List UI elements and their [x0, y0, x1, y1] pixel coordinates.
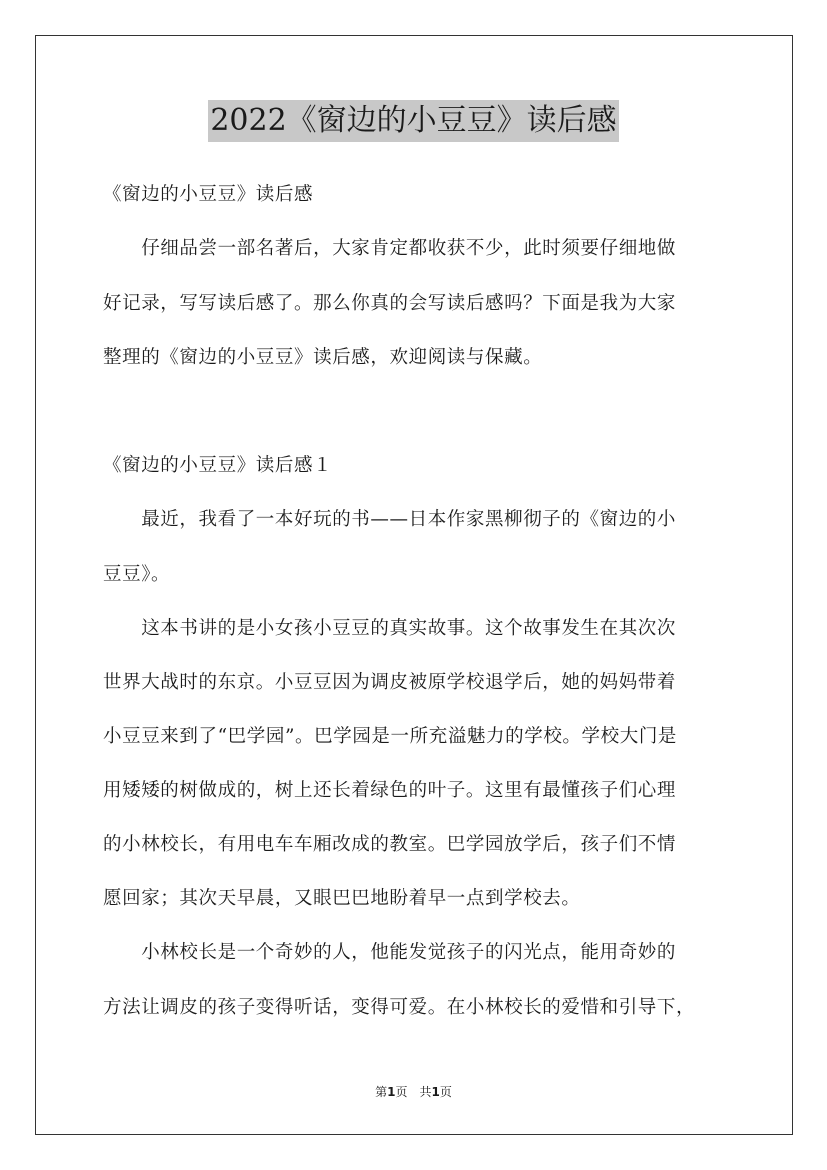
- paragraph-3-line-2: 方法让调皮的孩子变得听话，变得可爱。在小林校长的爱惜和引导下，: [103, 997, 696, 1018]
- paragraph-1-line-1: 最近，我看了一本好玩的书——日本作家黑柳彻子的《窗边的小: [103, 509, 677, 530]
- document-title: 2022《窗边的小豆豆》读后感: [208, 100, 618, 142]
- paragraph-2-line-2: 世界大战时的东京。小豆豆因为调皮被原学校退学后，她的妈妈带着: [103, 672, 677, 693]
- intro-line-3: 整理的《窗边的小豆豆》读后感，欢迎阅读与保藏。: [103, 347, 543, 368]
- paragraph-2-line-1: 这本书讲的是小女孩小豆豆的真实故事。这个故事发生在其次次: [103, 618, 677, 639]
- footer-page-number: 1: [387, 1085, 396, 1099]
- footer-prefix: 第: [375, 1085, 388, 1099]
- paragraph-2-line-4: 用矮矮的树做成的，树上还长着绿色的叶子。这里有最懂孩子们心理: [103, 780, 677, 801]
- section-heading: 《窗边的小豆豆》读后感１: [103, 455, 333, 476]
- document-subtitle: 《窗边的小豆豆》读后感: [103, 184, 314, 205]
- intro-line-1: 仔细品尝一部名著后，大家肯定都收获不少，此时须要仔细地做: [103, 238, 677, 259]
- footer-suffix: 页: [439, 1085, 452, 1099]
- title-wrapper: [0, 100, 827, 142]
- footer-total-pages: 1: [431, 1085, 440, 1099]
- intro-line-2: 好记录，写写读后感了。那么你真的会写读后感吗？下面是我为大家: [103, 293, 677, 314]
- paragraph-3-line-1: 小林校长是一个奇妙的人，他能发觉孩子的闪光点，能用奇妙的: [103, 942, 677, 963]
- paragraph-1-line-2: 豆豆》。: [103, 564, 171, 585]
- footer-mid: 页 共: [395, 1085, 432, 1099]
- page-footer: [0, 1083, 827, 1100]
- paragraph-2-line-5: 的小林校长，有用电车车厢改成的教室。巴学园放学后，孩子们不情: [103, 834, 677, 855]
- paragraph-2-line-3: 小豆豆来到了“巴学园”。巴学园是一所充溢魅力的学校。学校大门是: [103, 726, 678, 747]
- paragraph-2-line-6: 愿回家；其次天早晨，又眼巴巴地盼着早一点到学校去。: [103, 888, 581, 909]
